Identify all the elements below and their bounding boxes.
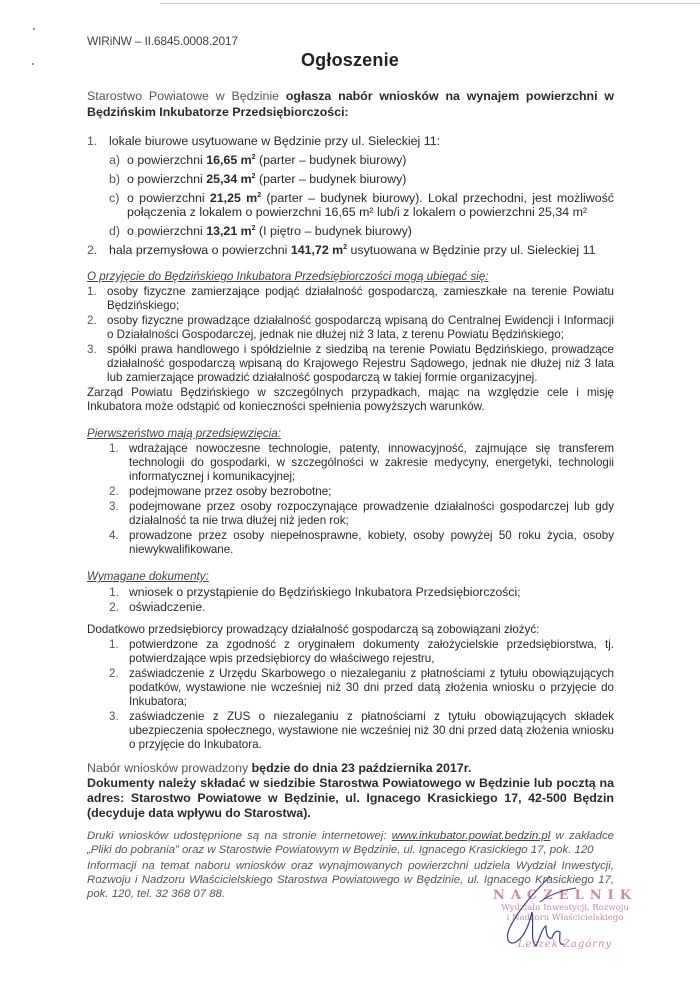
additional-intro: Dodatkowo przedsiębiorcy prowadzący działalność gospodarczą są zobowiązani złożyć: (87, 623, 540, 636)
submission-info: Dokumenty należy składać w siedzibie Starostwa Powiatowego w Będzinie lub pocztą na adres: Starostwo Powiatowe w Będzinie, ul. Ignacego Krasickiego 17, 42-500 Będzin (decyduje data wpływu do Starostwa). (87, 776, 614, 820)
reference-number: WIRiNW – II.6845.0008.2017 (87, 34, 238, 48)
eligibility-list (87, 285, 614, 385)
offer-item: 2. hala przemysłowa o powierzchni 141,72 $m^2$ usytuowana w Będzinie przy ul. Sieleckiej 11 (87, 243, 596, 257)
priority-list (109, 442, 614, 557)
priority-heading: Pierwszeństwo mają przedsięwzięcia: (87, 427, 281, 440)
scan-edge-line (160, 3, 700, 4)
list-item: 4. prowadzone przez osoby niepełnosprawne, kobiety, osoby powyżej 50 roku życia, osoby niewykwalifikowane. (109, 529, 614, 556)
additional-documents-list (109, 638, 614, 752)
required-documents-list (109, 585, 614, 614)
forms-info: Druki wniosków udostępnione są na stronie internetowej: www.inkubator.powiat.bedzin.pl w zakładce „Pliki do pobrania” oraz w Starostwie Powiatowym w Będzinie, ul. Ignacego Krasickiego 17, pok. 120 (87, 830, 614, 856)
page-title: Ogłoszenie (300, 50, 400, 70)
list-item: 1. osoby fizyczne zamierzające podjąć działalność gospodarczą, zamieszkałe na terenie Powiatu Będzińskiego; (87, 285, 614, 312)
list-item: 2. oświadczenie. (109, 600, 206, 614)
list-item: 3. spółki prawa handlowego i spółdzielnie z siedzibą na terenie Powiatu Będzińskiego, prowadzące działalność gospodarczą wpisaną do Krajowego Rejestru Sądowego, jednak nie dłużej niż 3 lata lub zamierzające prowadzić działalność gospodarczą w takiej formie organizacyjnej. (87, 343, 614, 384)
list-item: 3. zaświadczenie z ZUS o niezaleganiu z płatnościami z tytułu obowiązujących składek ubezpieczenia społecznego, wystawione nie wcześniej niż 30 dni przed datą złożenia wniosku o przyjęcie do Inkubatora. (109, 710, 614, 751)
office-sublist (109, 153, 614, 238)
required-documents-heading: Wymagane dokumenty: (87, 570, 209, 583)
list-item: 2. osoby fizyczne prowadzące działalność gospodarczą wpisaną do Centralnej Ewidencji i Informacji o Działalności Gospodarczej, jednak nie dłużej niż 3 lata, z terenu Powiatu Będzińskiego; (87, 314, 614, 341)
office-item: d) o powierzchni 13,21 $m^2$ (I piętro – budynek biurowy) (109, 224, 412, 238)
eligibility-heading: O przyjęcie do Będzińskiego Inkubatora Przedsiębiorczości mogą ubiegać się: (87, 270, 489, 283)
official-stamp: NACZELNIK Wydziału Inwestycji, Rozwoju i Nadzoru Właścicielskiego Leszek Zagórny (492, 888, 638, 950)
office-item: c) o powierzchni 21,25 $m^2$ (parter – budynek biurowy). Lokal przechodni, jest możliwość połączenia z lokalem o powierzchni 16,65 m² lub/i z lokalem o powierzchni 25,34 m² (109, 191, 614, 219)
list-item: 1. wniosek o przystąpienie do Będzińskiego Inkubatora Przedsiębiorczości; (109, 585, 521, 599)
deadline-block: Nabór wniosków prowadzony będzie do dnia 23 października 2017r. Dokumenty należy składać w siedzibie Starostwa Powiatowego w Będzinie lub pocztą na adres: Starostwo Powiatowe w Będzinie, ul. Ignacego Krasickiego 17, 42-500 Będzin (decyduje data wpływu do Starostwa). (87, 761, 614, 820)
contact-info: Informacji na temat naboru wniosków oraz wynajmowanych powierzchni udziela Wydział Inwestycji, Rozwoju i Nadzoru Właścicielskiego Starostwa Powiatowego w Będzinie, ul. Ignacego Krasickiego 17, pok. 120, tel. 32 368 07 88. (87, 860, 614, 900)
offer-item: 1. lokale biurowe usytuowane w Będzinie przy ul. Sieleckiej 11: (87, 134, 441, 148)
list-item: 1. wdrażające nowoczesne technologie, patenty, innowacyjność, zajmujące się transferem technologii do gospodarki, w szczególności w zakresie medycyny, energetyki, technologii informatycznej i komunikacyjnej; (109, 442, 614, 483)
list-item: 3. podejmowane przez osoby rozpoczynające prowadzenie działalności gospodarczej lub gdy działalność ta nie trwa dłużej niż jeden rok; (109, 500, 614, 527)
document-body (87, 88, 614, 901)
intro-paragraph: Starostwo Powiatowe w Będzinie ogłasza nabór wniosków na wynajem powierzchni w Będzińskim Inkubatorze Przedsiębiorczości: (87, 89, 615, 119)
office-item: a) o powierzchni 16,65 $m^2$ (parter – budynek biurowy) (109, 153, 407, 167)
list-item: 1. potwierdzone za zgodność z oryginałem dokumenty założycielskie przedsiębiorstwa, tj. potwierdzające wpis przedsiębiorcy do właściwego rejestru, (109, 638, 614, 665)
office-item: b) o powierzchni 25,34 $m^2$ (parter – budynek biurowy) (109, 172, 407, 186)
list-item: 2. zaświadczenie z Urzędu Skarbowego o niezaleganiu z płatnościami z tytułu obowiązujących podatków, wystawione nie wcześniej niż 30 dni przed datą złożenia wniosku o przyjęcie do Inkubatora; (109, 667, 614, 708)
eligibility-note: Zarząd Powiatu Będzińskiego w szczególnych przypadkach, mając na względzie cele i misję Inkubatora może odstąpić od konieczności spełnienia powyższych warunków. (87, 386, 614, 413)
website-link[interactable]: www.inkubator.powiat.bedzin.pl (391, 830, 551, 842)
offer-list (87, 134, 614, 257)
signature-icon (480, 872, 600, 962)
list-item: 2. podejmowane przez osoby bezrobotne; (109, 485, 332, 498)
scan-speck (33, 28, 35, 30)
